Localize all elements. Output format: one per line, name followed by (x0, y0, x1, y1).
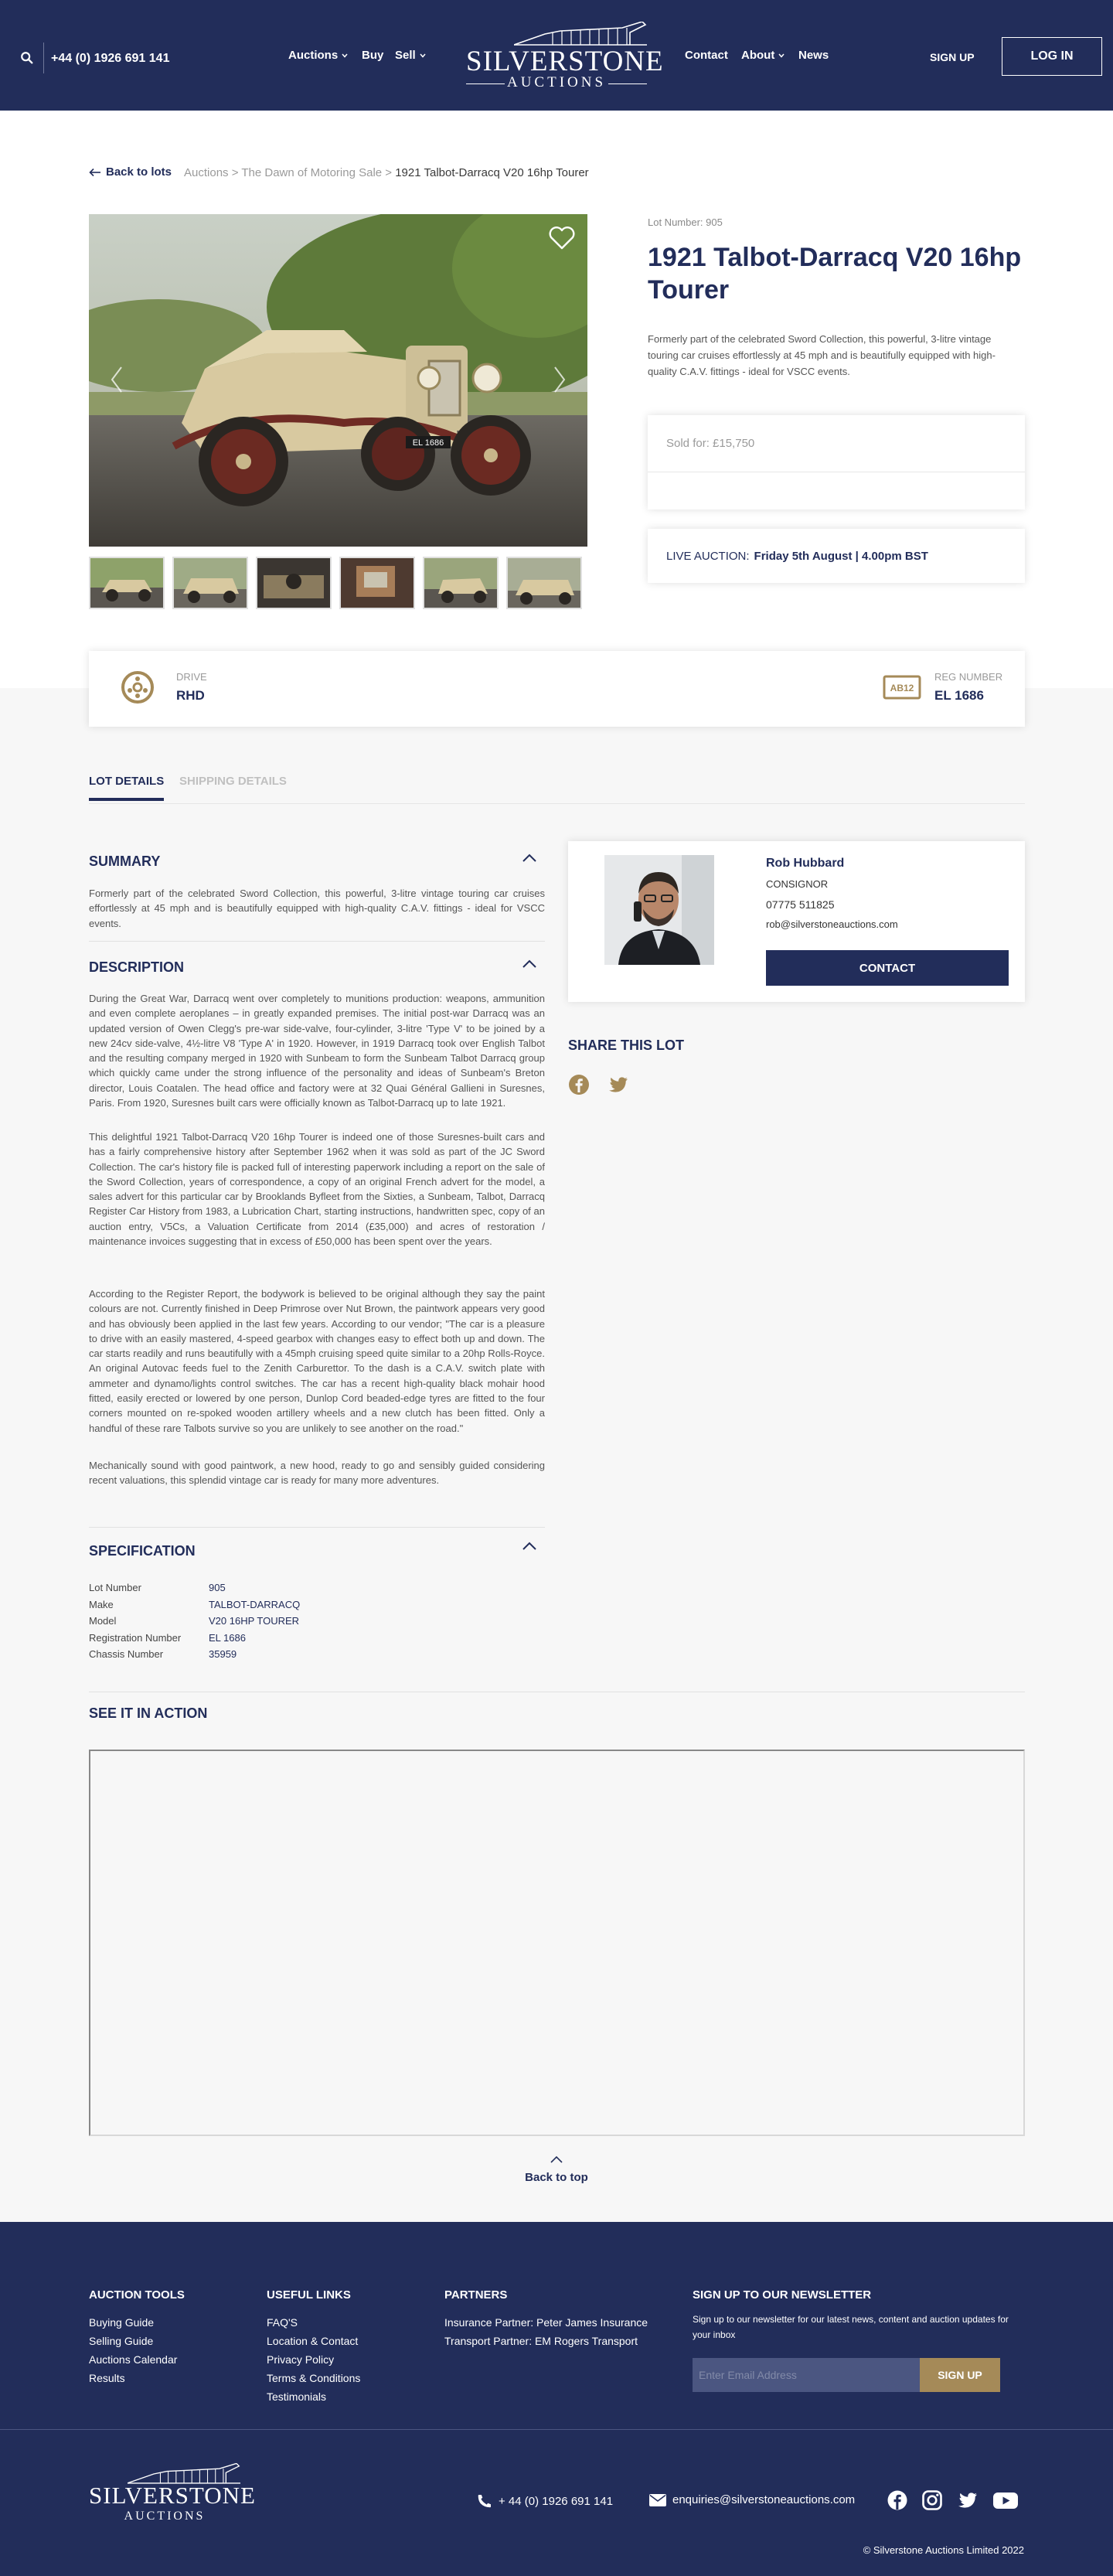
nav-news[interactable] (798, 49, 829, 62)
footer-logo-subtitle: AUCTIONS (124, 2510, 206, 2523)
description-paragraph: During the Great War, Darracq went over completely to munitions production: weapons, ammunition and even complete aeroplanes – in greatly expanded premises. The initial post-war Darracq was an updated version of Owen Clegg's pre-war side-valve, four-cylinder, 3-litre 'Type V' to be joined by a new 24cv side-valve, 4½-litre V8 'Type A' in 1920. However, in 1919 Darracq took over English Talbot and the resulting company merged in 1920 with Sunbeam to form the Sunbeam Talbot Darracq group which quickly came under the strong influence of the personality and ideas of Sunbeam's Breton director, Louis Coatalen. The head office and factory were at 32 Quai Général Gallieni in Suresnes, Paris. From 1920, Suresnes built cars were officially known as Talbot-Darracq up to late 1921. (89, 993, 545, 1109)
consignor-name: Rob Hubbard (766, 857, 845, 870)
breadcrumb-current: 1921 Talbot-Darracq V20 16hp Tourer (395, 166, 589, 179)
thumbnail[interactable] (172, 557, 248, 609)
thumbnail[interactable] (339, 557, 415, 609)
envelope-icon (649, 2494, 666, 2506)
contact-button[interactable]: CONTACT (766, 950, 1009, 986)
footer-useful-links-list (267, 2313, 360, 2406)
spec-key: Model (89, 1615, 117, 1627)
signup-link[interactable]: SIGN UP (930, 51, 975, 63)
thumbnail[interactable] (89, 557, 165, 609)
spec-value: TALBOT-DARRACQ (209, 1598, 301, 1610)
nav-about[interactable] (741, 49, 785, 62)
footer-phone-link[interactable] (477, 2493, 613, 2509)
facebook-icon[interactable] (568, 1074, 590, 1095)
spec-key: Chassis Number (89, 1648, 164, 1660)
share-heading: SHARE THIS LOT (568, 1038, 685, 1053)
footer-link[interactable]: Buying Guide (89, 2316, 155, 2329)
spec-row (89, 1579, 300, 1596)
nav-auctions-label: Auctions (288, 49, 339, 62)
next-image-arrow-icon[interactable] (552, 366, 567, 394)
chevron-up-icon[interactable] (521, 853, 538, 864)
newsletter-signup-button[interactable]: SIGN UP (920, 2358, 1000, 2392)
consignor-avatar (604, 855, 714, 965)
thumbnail[interactable] (423, 557, 499, 609)
logo-subtitle: AUCTIONS (506, 74, 607, 90)
tab-shipping-details[interactable]: SHIPPING DETAILS (179, 775, 287, 788)
phone-icon (477, 2493, 492, 2509)
thumbnail-strip (89, 557, 582, 609)
footer-link[interactable]: FAQ'S (267, 2316, 298, 2329)
chevron-up-icon[interactable] (521, 959, 538, 969)
newsletter-email-input[interactable] (693, 2358, 920, 2392)
lot-intro: Formerly part of the celebrated Sword Collection, this powerful, 3-litre vintage touring car cruises effortlessly at 45 mph and is beautifully equipped with high-quality C.A.V. fittings - ideal for VSCC events. (648, 333, 996, 377)
spec-value: V20 16HP TOURER (209, 1615, 300, 1627)
thumbnail[interactable] (506, 557, 582, 609)
chevron-down-icon (419, 52, 427, 60)
live-auction-date: Friday 5th August | 4.00pm BST (754, 549, 928, 563)
footer-link[interactable]: Insurance Partner: Peter James Insurance (444, 2316, 648, 2329)
consignor-card (568, 841, 1025, 1002)
description-paragraph: Mechanically sound with good paintwork, a new hood, ready to go and sensibly guided considering recent valuations, this splendid vintage car is ready for many more adventures. (89, 1460, 545, 1487)
chevron-up-icon[interactable] (521, 1541, 538, 1552)
back-to-top-link[interactable]: Back to top (525, 2171, 588, 2184)
footer-partners-list (444, 2313, 648, 2350)
chevron-down-icon (778, 52, 785, 60)
breadcrumb-trail[interactable]: Auctions > The Dawn of Motoring Sale > (184, 166, 393, 179)
nav-sell-label: Sell (395, 49, 416, 62)
tabs-divider (89, 803, 1025, 804)
footer-phone: + 44 (0) 1926 691 141 (499, 2494, 614, 2508)
section-divider (89, 1527, 545, 1528)
sold-price-box (648, 415, 1025, 509)
footer-heading-newsletter: SIGN UP TO OUR NEWSLETTER (693, 2288, 872, 2302)
footer-link[interactable]: Location & Contact (267, 2335, 359, 2347)
lot-number: Lot Number: 905 (648, 216, 723, 228)
site-header (0, 0, 1113, 111)
video-embed[interactable] (89, 1750, 1025, 2136)
back-to-lots-link[interactable] (89, 165, 172, 179)
tab-lot-details[interactable]: LOT DETAILS (89, 775, 165, 788)
lot-title: 1921 Talbot-Darracq V20 16hp Tourer (648, 243, 1022, 305)
nav-about-label: About (741, 49, 775, 62)
description-paragraph: This delightful 1921 Talbot-Darracq V20 16hp Tourer is indeed one of those Suresnes-built cars and has a fairly comprehensive history after September 1962 when it was sold as part of the JC Sword Collection. The car's history file is packed full of interesting paperwork including a report on the sale of the Sword Collection, years of correspondence, a copy of an original French advert for the model, a sales advert for this particular car by Brooklands Byfleet from the Sixties, a Sunbeam, Talbot, Darracq Register Car History from 1983, a Lubrication Chart, starting instructions, handwritten spec, copy of an auction entry, V5Cs, a Valuation Certificate from 2014 (£35,000) and acres of restoration / maintenance invoices suggesting that in excess of £50,000 has been spent over the years. (89, 1131, 545, 1248)
registration-icon-text: AB12 (890, 683, 914, 693)
specification-heading[interactable]: SPECIFICATION (89, 1543, 196, 1559)
sold-price: Sold for: £15,750 (666, 437, 755, 450)
twitter-icon[interactable] (608, 1074, 629, 1095)
footer-link[interactable]: Results (89, 2372, 125, 2384)
footer-logo[interactable] (89, 2463, 256, 2525)
steering-wheel-icon (121, 670, 155, 704)
nav-sell[interactable] (395, 49, 427, 62)
search-icon[interactable] (20, 51, 34, 65)
description-heading[interactable]: DESCRIPTION (89, 959, 185, 975)
footer-link[interactable]: Auctions Calendar (89, 2353, 178, 2366)
wheel-rear (199, 417, 288, 506)
drive-value: RHD (176, 688, 205, 703)
copyright: © Silverstone Auctions Limited 2022 (863, 2544, 1024, 2556)
video-heading: SEE IT IN ACTION (89, 1705, 208, 1721)
consignor-email[interactable]: rob@silverstoneauctions.com (766, 918, 898, 930)
footer-link[interactable]: Testimonials (267, 2390, 327, 2403)
nav-buy-label: Buy (362, 49, 384, 62)
summary-text: Formerly part of the celebrated Sword Collection, this powerful, 3-litre vintage touring car cruises effortlessly at 45 mph and is beautifully equipped with high-quality C.A.V. fittings - ideal for VSCC events. (89, 888, 545, 929)
description-paragraph: According to the Register Report, the bodywork is believed to be original although they say the paint colours are not. Currently finished in Deep Primrose over Nut Brown, the paintwork appears very good and has obviously been applied in the last few years. According to our vendor; "The car is a pleasure to drive with an easily mastered, 4-speed gearbox with changes easy to effect both up and down. The car starts readily and runs beautifully with a 45mph cruising speed quite similar to a 20hp Rolls-Royce. An original Autovac feeds fuel to the Zenith Carburettor. To the dash is a C.A.V. switch plate with ammeter and dynamo/lights control switches. The car has a recent high-quality black mohair hood fitted, easily erected or lowered by one person, Dunlop Cord beaded-edge tyres are fitted to the four corners mounted on re-spoked wooden artillery wheels and a new clutch has been fitted. Only a handful of these rare Talbots survive so you are unlikely to see another on the road." (89, 1288, 545, 1434)
spec-row (89, 1646, 300, 1663)
footer-email-link[interactable] (649, 2493, 855, 2506)
footer-heading-useful-links: USEFUL LINKS (267, 2288, 351, 2302)
header-phone-link[interactable]: +44 (0) 1926 691 141 (51, 52, 170, 65)
consignor-role: CONSIGNOR (766, 878, 829, 890)
footer-link[interactable]: Selling Guide (89, 2335, 154, 2347)
spec-value: 905 (209, 1582, 226, 1593)
thumbnail[interactable] (256, 557, 332, 609)
live-auction-box (648, 529, 1025, 583)
active-tab-indicator (89, 798, 164, 801)
footer-email: enquiries@silverstoneauctions.com (672, 2493, 856, 2506)
youtube-icon[interactable] (992, 2489, 1019, 2511)
nav-contact-label: Contact (685, 49, 728, 62)
reg-value: EL 1686 (934, 688, 984, 703)
nav-buy[interactable] (362, 49, 383, 62)
spec-key: Make (89, 1598, 114, 1610)
grandstand-icon (514, 22, 647, 46)
spec-key: Lot Number (89, 1582, 141, 1593)
chevron-down-icon (341, 52, 349, 60)
newsletter-description: Sign up to our newsletter for our latest news, content and auction updates for your inbox (693, 2314, 1009, 2340)
back-to-lots-label: Back to lots (106, 165, 172, 179)
footer-link[interactable]: Terms & Conditions (267, 2372, 361, 2384)
breadcrumb (184, 166, 589, 179)
login-button[interactable]: LOG IN (1002, 37, 1102, 76)
vehicle-attributes (89, 651, 1025, 727)
spec-value: 35959 (209, 1648, 237, 1660)
consignor-phone[interactable]: 07775 511825 (766, 898, 835, 911)
spec-key: Registration Number (89, 1631, 182, 1644)
nav-news-label: News (798, 49, 829, 62)
summary-heading[interactable]: SUMMARY (89, 854, 161, 869)
footer-link[interactable]: Privacy Policy (267, 2353, 335, 2366)
live-auction-label: LIVE AUCTION: (666, 549, 750, 563)
chevron-up-icon[interactable] (549, 2155, 564, 2164)
reg-label: REG NUMBER (934, 671, 1003, 683)
spec-row (89, 1630, 300, 1647)
footer-link[interactable]: Transport Partner: EM Rogers Transport (444, 2335, 638, 2347)
arrow-left-icon (89, 168, 101, 177)
previous-image-arrow-icon[interactable] (109, 366, 124, 394)
section-divider (89, 941, 545, 942)
car-photo-illustration (89, 214, 587, 547)
drive-label: DRIVE (176, 671, 207, 683)
specification-table (89, 1579, 300, 1663)
facebook-icon[interactable] (886, 2489, 909, 2511)
license-plate: EL 1686 (412, 438, 444, 448)
logo-rule-right (608, 83, 647, 84)
main-lot-photo[interactable] (89, 214, 587, 547)
twitter-icon[interactable] (956, 2489, 979, 2511)
footer-heading-auction-tools: AUCTION TOOLS (89, 2288, 185, 2302)
wheel-front (451, 415, 531, 496)
spec-row (89, 1596, 300, 1613)
footer-auction-tools-list (89, 2313, 177, 2387)
favourite-heart-icon[interactable] (549, 227, 575, 250)
spec-row (89, 1613, 300, 1630)
footer-heading-partners: PARTNERS (444, 2288, 508, 2302)
spec-value: EL 1686 (209, 1631, 246, 1644)
site-logo[interactable] (466, 22, 664, 90)
footer-logo-title: SILVERSTONE (89, 2482, 256, 2509)
site-footer (0, 2222, 1113, 2576)
nav-contact[interactable] (685, 49, 728, 62)
nav-auctions[interactable] (288, 49, 349, 62)
instagram-icon[interactable] (921, 2489, 944, 2511)
registration-plate-icon (883, 672, 921, 703)
header-divider (43, 43, 44, 73)
footer-divider (0, 2429, 1113, 2430)
logo-title: SILVERSTONE (466, 46, 664, 77)
